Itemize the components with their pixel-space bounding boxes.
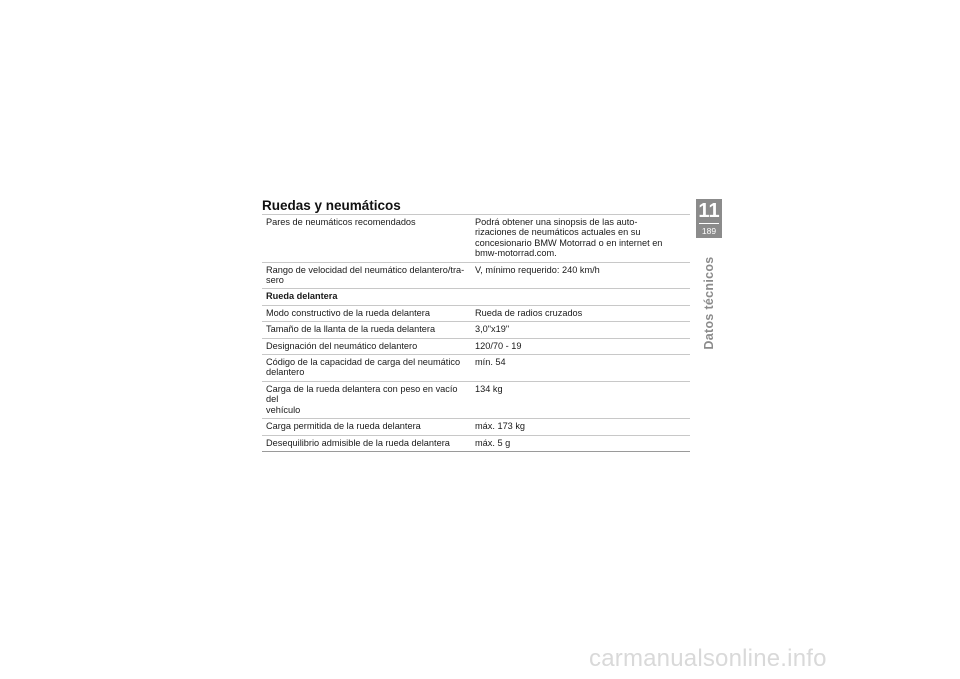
row-label: Rango de velocidad del neumático delantero/tra- sero [262,262,471,289]
row-label: Carga permitida de la rueda delantera [262,419,471,435]
table-row [262,435,690,451]
row-value: 120/70 - 19 [471,338,690,354]
row-value: máx. 173 kg [471,419,690,435]
watermark: carmanualsonline.info [589,645,827,672]
table-row [262,419,690,435]
row-label: Tamaño de la llanta de la rueda delantera [262,322,471,338]
row-label: Carga de la rueda delantera con peso en vacío del vehículo [262,381,471,418]
row-value: máx. 5 g [471,435,690,451]
section-title: Ruedas y neumáticos [262,198,401,213]
spec-table [262,214,690,452]
row-value: 3,0"x19" [471,322,690,338]
chapter-divider [699,223,719,224]
chapter-tab [696,199,722,238]
row-value: mín. 54 [471,355,690,382]
chapter-title-vertical: Datos técnicos [702,256,716,350]
row-label: Desequilibrio admisible de la rueda delantera [262,435,471,451]
table-row [262,338,690,354]
row-value: Rueda de radios cruzados [471,305,690,321]
table-row [262,322,690,338]
section-header-label: Rueda delantera [262,289,690,305]
table-row [262,381,690,418]
row-label: Designación del neumático delantero [262,338,471,354]
table-row [262,355,690,382]
row-label: Código de la capacidad de carga del neumático delantero [262,355,471,382]
table-row [262,305,690,321]
page-number: 189 [701,226,717,236]
row-label: Pares de neumáticos recomendados [262,215,471,263]
table-row [262,215,690,263]
chapter-number: 11 [698,200,720,222]
table-row [262,262,690,289]
row-value: Podrá obtener una sinopsis de las auto- rizaciones de neumáticos actuales en su concesionario BMW Motorrad o en internet en bmw-motorrad.com. [471,215,690,263]
row-value: 134 kg [471,381,690,418]
row-value: V, mínimo requerido: 240 km/h [471,262,690,289]
table-section-header [262,289,690,305]
row-label: Modo constructivo de la rueda delantera [262,305,471,321]
